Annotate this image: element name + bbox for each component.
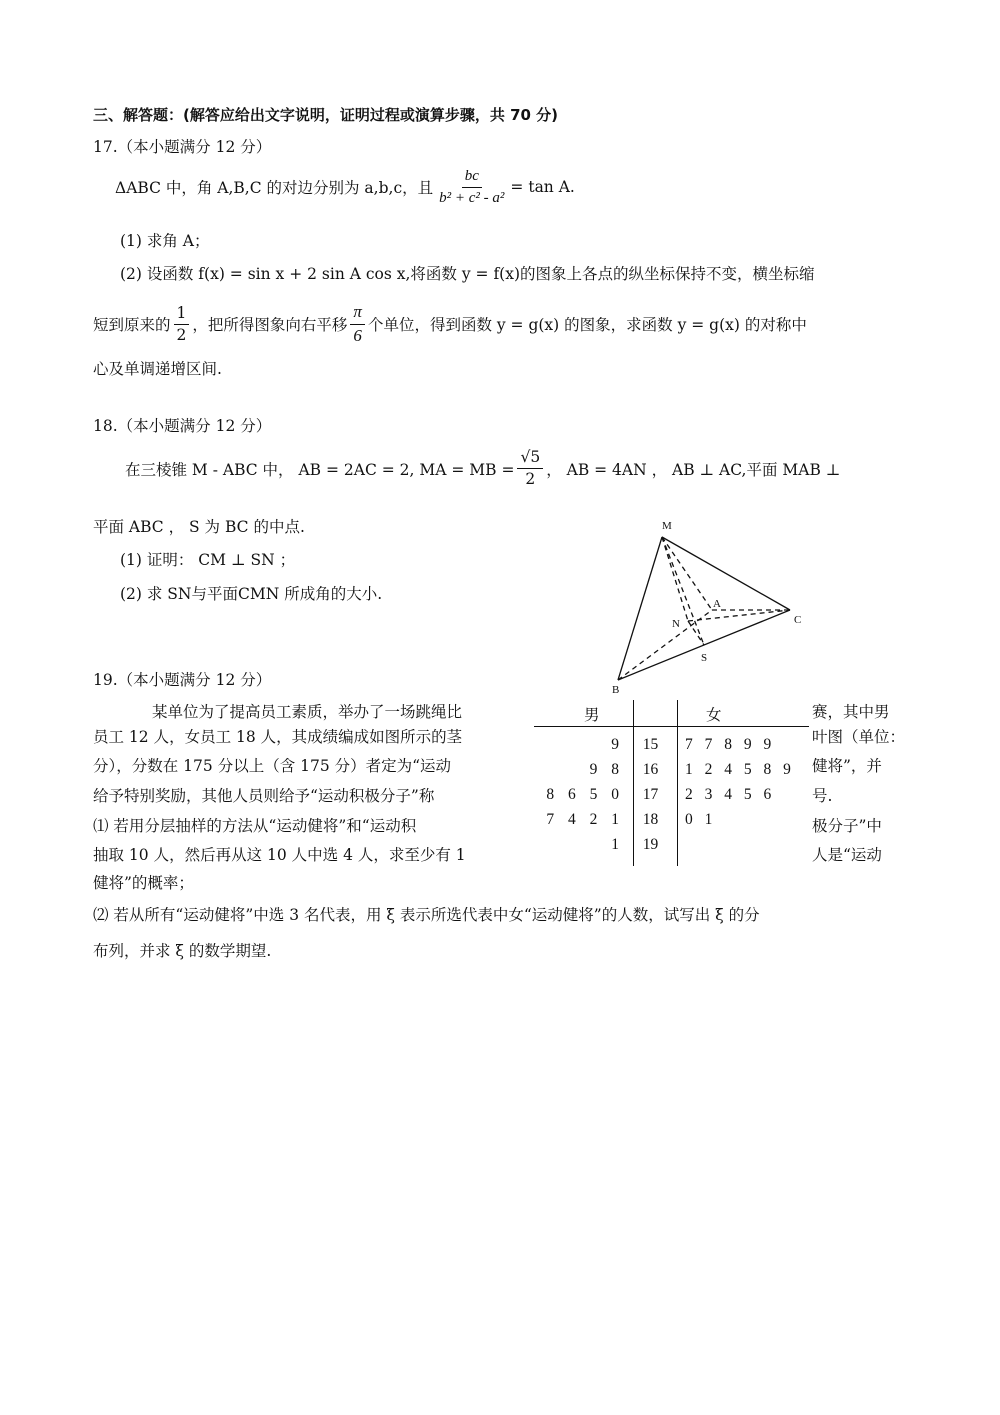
stem-leaf-row [534, 757, 809, 782]
female-leaves: 1 2 4 5 8 9 [685, 760, 795, 778]
male-leaves: 1 [611, 835, 624, 853]
q17-pi-den: 6 [353, 325, 362, 345]
q19-part2-line1: ⑵ 若从所有“运动健将”中选 3 名代表，用 ξ 表示所选代表中女“运动健将”的人数，试写出 ξ 的分 [93, 906, 760, 924]
stem-leaf-header-male: 男 [584, 706, 600, 724]
q18-part1: (1) 证明： CM ⊥ SN ； [120, 551, 296, 569]
q17-part2-line3: 心及单调递增区间. [93, 360, 222, 378]
figure-label-n: N [672, 618, 680, 630]
q18-line1 [125, 449, 840, 488]
q19-left-line: 抽取 10 人，然后再从这 10 人中选 4 人，求至少有 1 [93, 846, 466, 864]
q17-stem-post: = tan A. [510, 178, 575, 196]
stem-value: 15 [642, 735, 659, 753]
figure-label-a: A [713, 598, 721, 610]
q19-part2-line2: 布列，并求 ξ 的数学期望. [93, 942, 272, 960]
stem-value: 19 [642, 835, 659, 853]
q19-right-line: 号. [812, 787, 833, 805]
q18-sqrt-num: √5 [517, 449, 543, 469]
q19-left-line: 分），分数在 175 分以上（含 175 分）者定为“运动 [93, 757, 452, 775]
q17-stem [115, 168, 575, 206]
stem-leaf-row [534, 832, 809, 857]
q17-header: 17.（本小题满分 12 分） [93, 138, 272, 156]
tetrahedron-figure [600, 515, 820, 700]
q17-fraction [436, 168, 507, 206]
q18-sqrt-den: 2 [525, 470, 536, 489]
q17-frac-den: b² + c² - a² [439, 189, 505, 206]
stem-leaf-row [534, 732, 809, 757]
q18-l1-a: 在三棱锥 M - ABC 中， AB = 2AC = 2, MA = MB = [125, 460, 515, 479]
q18-sqrt-fraction [517, 449, 543, 488]
q17-part2-line2 [93, 303, 807, 345]
q19-right-line: 赛，其中男 [812, 703, 890, 721]
q19-left-line: 某单位为了提高员工素质，举办了一场跳绳比 [152, 703, 463, 721]
stem-leaf-header-rule [534, 726, 809, 727]
q19-right-line: 健将”，并 [812, 757, 882, 775]
stem-leaf-plot [534, 700, 809, 868]
q17-p2-c: 个单位，得到函数 y = g(x) 的图象，求函数 y = g(x) 的对称中 [367, 316, 807, 335]
q17-half-fraction [174, 305, 190, 344]
q19-left-line: 健将”的概率； [93, 874, 194, 892]
male-leaves: 7 4 2 1 [546, 810, 624, 828]
q17-part2-line1: (2) 设函数 f(x) = sin x + 2 sin A cos x,将函数 y = f(x)的图象上各点的纵坐标保持不变，横坐标缩 [120, 265, 815, 283]
figure-label-b: B [612, 684, 620, 696]
q19-left-line: ⑴ 若用分层抽样的方法从“运动健将”和“运动积 [93, 817, 417, 835]
male-leaves: 8 6 5 0 [546, 785, 624, 803]
q17-half-num: 1 [174, 305, 190, 325]
q19-right-line: 极分子”中 [812, 817, 882, 835]
q19-right-line: 人是“运动 [812, 846, 882, 864]
q18-header: 18.（本小题满分 12 分） [93, 417, 272, 435]
stem-value: 16 [642, 760, 659, 778]
q17-p2-a: 短到原来的 [93, 316, 171, 335]
q18-l1-b: ， AB = 4AN ， AB ⊥ AC,平面 MAB ⊥ [546, 460, 841, 479]
figure-label-c: C [794, 614, 802, 626]
q17-pi-num: π [350, 303, 365, 325]
stem-leaf-row [534, 807, 809, 832]
stem-value: 18 [642, 810, 659, 828]
figure-label-m: M [662, 520, 672, 532]
q17-p2-b: ，把所得图象向右平移 [192, 316, 348, 335]
female-leaves: 2 3 4 5 6 [685, 785, 776, 803]
q18-part2: (2) 求 SN与平面CMN 所成角的大小. [120, 585, 383, 603]
section-title: 三、解答题：(解答应给出文字说明，证明过程或演算步骤，共 70 分) [93, 106, 559, 124]
q17-half-den: 2 [176, 325, 187, 344]
q17-stem-pre: ΔABC 中，角 A,B,C 的对边分别为 a,b,c，且 [115, 179, 434, 197]
male-leaves: 9 8 [589, 760, 624, 778]
female-leaves: 0 1 [685, 810, 717, 828]
male-leaves: 9 [611, 735, 624, 753]
stem-leaf-header-female: 女 [706, 706, 722, 724]
q17-frac-num: bc [462, 168, 482, 188]
q19-header: 19.（本小题满分 12 分） [93, 671, 272, 689]
stem-value: 17 [642, 785, 659, 803]
q17-part1: (1) 求角 A； [120, 232, 210, 250]
stem-leaf-row [534, 782, 809, 807]
q19-left-line: 给予特别奖励，其他人员则给予“运动积极分子”称 [93, 787, 435, 805]
q17-pi-fraction [350, 303, 365, 345]
q19-left-line: 员工 12 人，女员工 18 人，其成绩编成如图所示的茎 [93, 728, 463, 746]
q18-line2: 平面 ABC ， S 为 BC 的中点. [93, 518, 305, 536]
figure-label-s: S [701, 652, 708, 664]
q19-right-line: 叶图（单位： [812, 728, 906, 746]
female-leaves: 7 7 8 9 9 [685, 735, 776, 753]
